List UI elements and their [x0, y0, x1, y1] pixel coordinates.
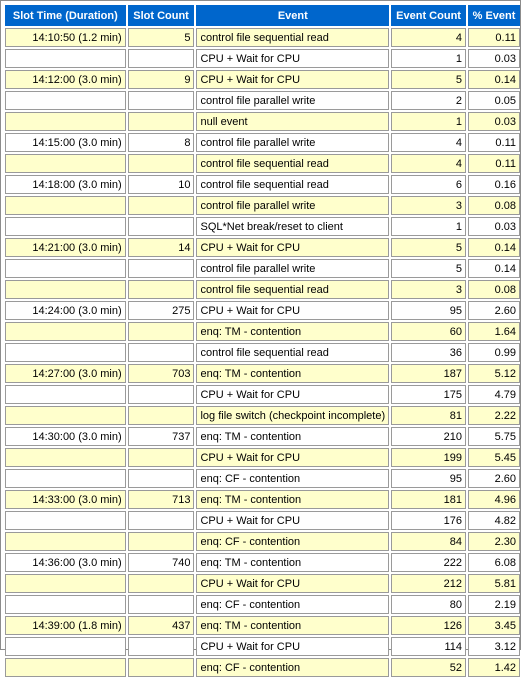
- cell-event-count: 4: [391, 28, 466, 47]
- cell-slot-count: [128, 112, 195, 131]
- table-row: [5, 448, 520, 467]
- table-row: [5, 28, 520, 47]
- cell-slot-time: 14:27:00 (3.0 min): [5, 364, 126, 383]
- cell-pct-event: 6.08: [468, 553, 520, 572]
- table-row: [5, 385, 520, 404]
- cell-pct-event: 0.14: [468, 259, 520, 278]
- cell-pct-event: 2.30: [468, 532, 520, 551]
- cell-slot-time: 14:39:00 (1.8 min): [5, 616, 126, 635]
- cell-slot-count: 10: [128, 175, 195, 194]
- cell-event: enq: CF - contention: [196, 469, 389, 488]
- column-header-slot-count: Slot Count: [128, 5, 195, 26]
- cell-slot-time: [5, 343, 126, 362]
- cell-event: CPU + Wait for CPU: [196, 238, 389, 257]
- cell-slot-time: 14:12:00 (3.0 min): [5, 70, 126, 89]
- cell-pct-event: 0.08: [468, 196, 520, 215]
- table-row: [5, 196, 520, 215]
- table-row: [5, 616, 520, 635]
- table-row: [5, 301, 520, 320]
- cell-slot-count: [128, 385, 195, 404]
- cell-slot-count: 437: [128, 616, 195, 635]
- cell-pct-event: 0.99: [468, 343, 520, 362]
- cell-event: CPU + Wait for CPU: [196, 49, 389, 68]
- cell-event: enq: TM - contention: [196, 427, 389, 446]
- cell-event: enq: TM - contention: [196, 364, 389, 383]
- column-header-event: Event: [196, 5, 389, 26]
- cell-pct-event: 4.96: [468, 490, 520, 509]
- cell-event-count: 187: [391, 364, 466, 383]
- cell-slot-time: [5, 49, 126, 68]
- cell-slot-time: [5, 91, 126, 110]
- cell-event-count: 84: [391, 532, 466, 551]
- cell-slot-count: [128, 49, 195, 68]
- cell-pct-event: 0.11: [468, 28, 520, 47]
- cell-slot-count: [128, 532, 195, 551]
- cell-slot-count: [128, 259, 195, 278]
- cell-event: CPU + Wait for CPU: [196, 637, 389, 656]
- cell-pct-event: 0.03: [468, 217, 520, 236]
- cell-pct-event: 0.08: [468, 280, 520, 299]
- cell-event: control file parallel write: [196, 91, 389, 110]
- cell-pct-event: 2.22: [468, 406, 520, 425]
- cell-slot-time: [5, 217, 126, 236]
- cell-slot-time: [5, 259, 126, 278]
- cell-event: control file sequential read: [196, 280, 389, 299]
- cell-event: enq: CF - contention: [196, 595, 389, 614]
- cell-event: control file parallel write: [196, 133, 389, 152]
- cell-pct-event: 3.45: [468, 616, 520, 635]
- cell-slot-count: [128, 343, 195, 362]
- cell-event-count: 1: [391, 112, 466, 131]
- cell-pct-event: 5.81: [468, 574, 520, 593]
- cell-pct-event: 0.03: [468, 112, 520, 131]
- cell-event: control file parallel write: [196, 196, 389, 215]
- table-row: [5, 154, 520, 173]
- cell-event: enq: TM - contention: [196, 490, 389, 509]
- table-row: [5, 322, 520, 341]
- cell-pct-event: 5.45: [468, 448, 520, 467]
- column-header-event-count: Event Count: [391, 5, 466, 26]
- table-row: [5, 175, 520, 194]
- cell-event-count: 212: [391, 574, 466, 593]
- table-row: [5, 133, 520, 152]
- cell-event: control file sequential read: [196, 343, 389, 362]
- cell-slot-time: 14:36:00 (3.0 min): [5, 553, 126, 572]
- table-row: [5, 343, 520, 362]
- cell-slot-count: [128, 322, 195, 341]
- table-row: [5, 574, 520, 593]
- cell-pct-event: 0.05: [468, 91, 520, 110]
- table-row: [5, 490, 520, 509]
- cell-event: CPU + Wait for CPU: [196, 448, 389, 467]
- cell-slot-count: 737: [128, 427, 195, 446]
- cell-event-count: 3: [391, 280, 466, 299]
- cell-slot-count: 9: [128, 70, 195, 89]
- cell-slot-time: [5, 637, 126, 656]
- cell-pct-event: 0.16: [468, 175, 520, 194]
- cell-slot-time: [5, 469, 126, 488]
- cell-slot-count: 275: [128, 301, 195, 320]
- cell-pct-event: 0.03: [468, 49, 520, 68]
- cell-event: SQL*Net break/reset to client: [196, 217, 389, 236]
- cell-slot-time: 14:21:00 (3.0 min): [5, 238, 126, 257]
- cell-pct-event: 0.14: [468, 238, 520, 257]
- cell-event: control file parallel write: [196, 259, 389, 278]
- cell-slot-time: [5, 385, 126, 404]
- cell-event-count: 210: [391, 427, 466, 446]
- cell-slot-time: [5, 154, 126, 173]
- cell-slot-count: [128, 595, 195, 614]
- cell-event-count: 2: [391, 91, 466, 110]
- cell-slot-count: [128, 574, 195, 593]
- cell-event-count: 4: [391, 133, 466, 152]
- cell-event-count: 114: [391, 637, 466, 656]
- cell-event-count: 95: [391, 301, 466, 320]
- cell-event: control file sequential read: [196, 28, 389, 47]
- table-row: [5, 238, 520, 257]
- cell-slot-time: 14:33:00 (3.0 min): [5, 490, 126, 509]
- cell-slot-count: [128, 91, 195, 110]
- cell-event-count: 222: [391, 553, 466, 572]
- table-row: [5, 259, 520, 278]
- cell-event-count: 60: [391, 322, 466, 341]
- table-row: [5, 280, 520, 299]
- cell-event: log file switch (checkpoint incomplete): [196, 406, 389, 425]
- cell-slot-count: [128, 196, 195, 215]
- cell-event: enq: TM - contention: [196, 322, 389, 341]
- cell-event-count: 1: [391, 49, 466, 68]
- column-header-pct-event: % Event: [468, 5, 520, 26]
- cell-slot-count: [128, 469, 195, 488]
- cell-slot-count: 713: [128, 490, 195, 509]
- cell-event-count: 5: [391, 70, 466, 89]
- cell-pct-event: 0.11: [468, 133, 520, 152]
- cell-event-count: 52: [391, 658, 466, 677]
- cell-event-count: 3: [391, 196, 466, 215]
- table-row: [5, 511, 520, 530]
- cell-event-count: 181: [391, 490, 466, 509]
- cell-event: CPU + Wait for CPU: [196, 385, 389, 404]
- cell-slot-time: [5, 532, 126, 551]
- cell-slot-time: [5, 112, 126, 131]
- table-row: [5, 217, 520, 236]
- cell-event: null event: [196, 112, 389, 131]
- cell-slot-count: [128, 154, 195, 173]
- cell-event-count: 1: [391, 217, 466, 236]
- cell-slot-time: [5, 406, 126, 425]
- cell-slot-time: [5, 280, 126, 299]
- cell-slot-count: [128, 658, 195, 677]
- cell-slot-time: 14:10:50 (1.2 min): [5, 28, 126, 47]
- cell-slot-time: [5, 595, 126, 614]
- cell-event: CPU + Wait for CPU: [196, 70, 389, 89]
- table-row: [5, 406, 520, 425]
- cell-pct-event: 1.64: [468, 322, 520, 341]
- cell-event: CPU + Wait for CPU: [196, 574, 389, 593]
- cell-pct-event: 2.60: [468, 301, 520, 320]
- cell-event: CPU + Wait for CPU: [196, 301, 389, 320]
- cell-slot-count: [128, 217, 195, 236]
- cell-pct-event: 4.82: [468, 511, 520, 530]
- cell-event: control file sequential read: [196, 175, 389, 194]
- cell-slot-time: 14:15:00 (3.0 min): [5, 133, 126, 152]
- table-row: [5, 637, 520, 656]
- cell-slot-time: [5, 511, 126, 530]
- cell-event: CPU + Wait for CPU: [196, 511, 389, 530]
- column-header-slot-time: Slot Time (Duration): [5, 5, 126, 26]
- cell-pct-event: 3.12: [468, 637, 520, 656]
- cell-slot-time: [5, 658, 126, 677]
- cell-slot-count: [128, 448, 195, 467]
- table-row: [5, 469, 520, 488]
- cell-slot-time: [5, 448, 126, 467]
- table-row: [5, 553, 520, 572]
- cell-event-count: 6: [391, 175, 466, 194]
- cell-event-count: 36: [391, 343, 466, 362]
- table-row: [5, 70, 520, 89]
- cell-slot-count: 8: [128, 133, 195, 152]
- cell-event-count: 126: [391, 616, 466, 635]
- table-row: [5, 595, 520, 614]
- cell-pct-event: 0.11: [468, 154, 520, 173]
- cell-pct-event: 2.60: [468, 469, 520, 488]
- cell-event: enq: TM - contention: [196, 616, 389, 635]
- table-row: [5, 364, 520, 383]
- cell-slot-count: 740: [128, 553, 195, 572]
- cell-event: enq: CF - contention: [196, 532, 389, 551]
- cell-pct-event: 1.42: [468, 658, 520, 677]
- cell-event-count: 80: [391, 595, 466, 614]
- table-row: [5, 658, 520, 677]
- cell-pct-event: 5.12: [468, 364, 520, 383]
- cell-event-count: 4: [391, 154, 466, 173]
- table-header-row: [5, 5, 520, 26]
- cell-event: enq: TM - contention: [196, 553, 389, 572]
- table-row: [5, 532, 520, 551]
- cell-slot-count: [128, 280, 195, 299]
- table-body: [5, 28, 520, 677]
- cell-slot-count: 14: [128, 238, 195, 257]
- cell-event-count: 199: [391, 448, 466, 467]
- cell-slot-count: 703: [128, 364, 195, 383]
- table-row: [5, 112, 520, 131]
- cell-event: control file sequential read: [196, 154, 389, 173]
- cell-event-count: 81: [391, 406, 466, 425]
- cell-slot-time: 14:24:00 (3.0 min): [5, 301, 126, 320]
- cell-slot-time: 14:18:00 (3.0 min): [5, 175, 126, 194]
- table-row: [5, 427, 520, 446]
- cell-slot-count: 5: [128, 28, 195, 47]
- cell-slot-time: [5, 322, 126, 341]
- cell-pct-event: 0.14: [468, 70, 520, 89]
- cell-pct-event: 4.79: [468, 385, 520, 404]
- cell-event-count: 5: [391, 238, 466, 257]
- ash-activity-table: [3, 3, 521, 679]
- cell-pct-event: 2.19: [468, 595, 520, 614]
- cell-slot-time: [5, 574, 126, 593]
- cell-event-count: 95: [391, 469, 466, 488]
- table-row: [5, 91, 520, 110]
- cell-event-count: 176: [391, 511, 466, 530]
- cell-slot-count: [128, 637, 195, 656]
- cell-event-count: 5: [391, 259, 466, 278]
- cell-slot-time: 14:30:00 (3.0 min): [5, 427, 126, 446]
- table-row: [5, 49, 520, 68]
- cell-slot-count: [128, 511, 195, 530]
- cell-slot-time: [5, 196, 126, 215]
- cell-pct-event: 5.75: [468, 427, 520, 446]
- cell-slot-count: [128, 406, 195, 425]
- cell-event-count: 175: [391, 385, 466, 404]
- cell-event: enq: CF - contention: [196, 658, 389, 677]
